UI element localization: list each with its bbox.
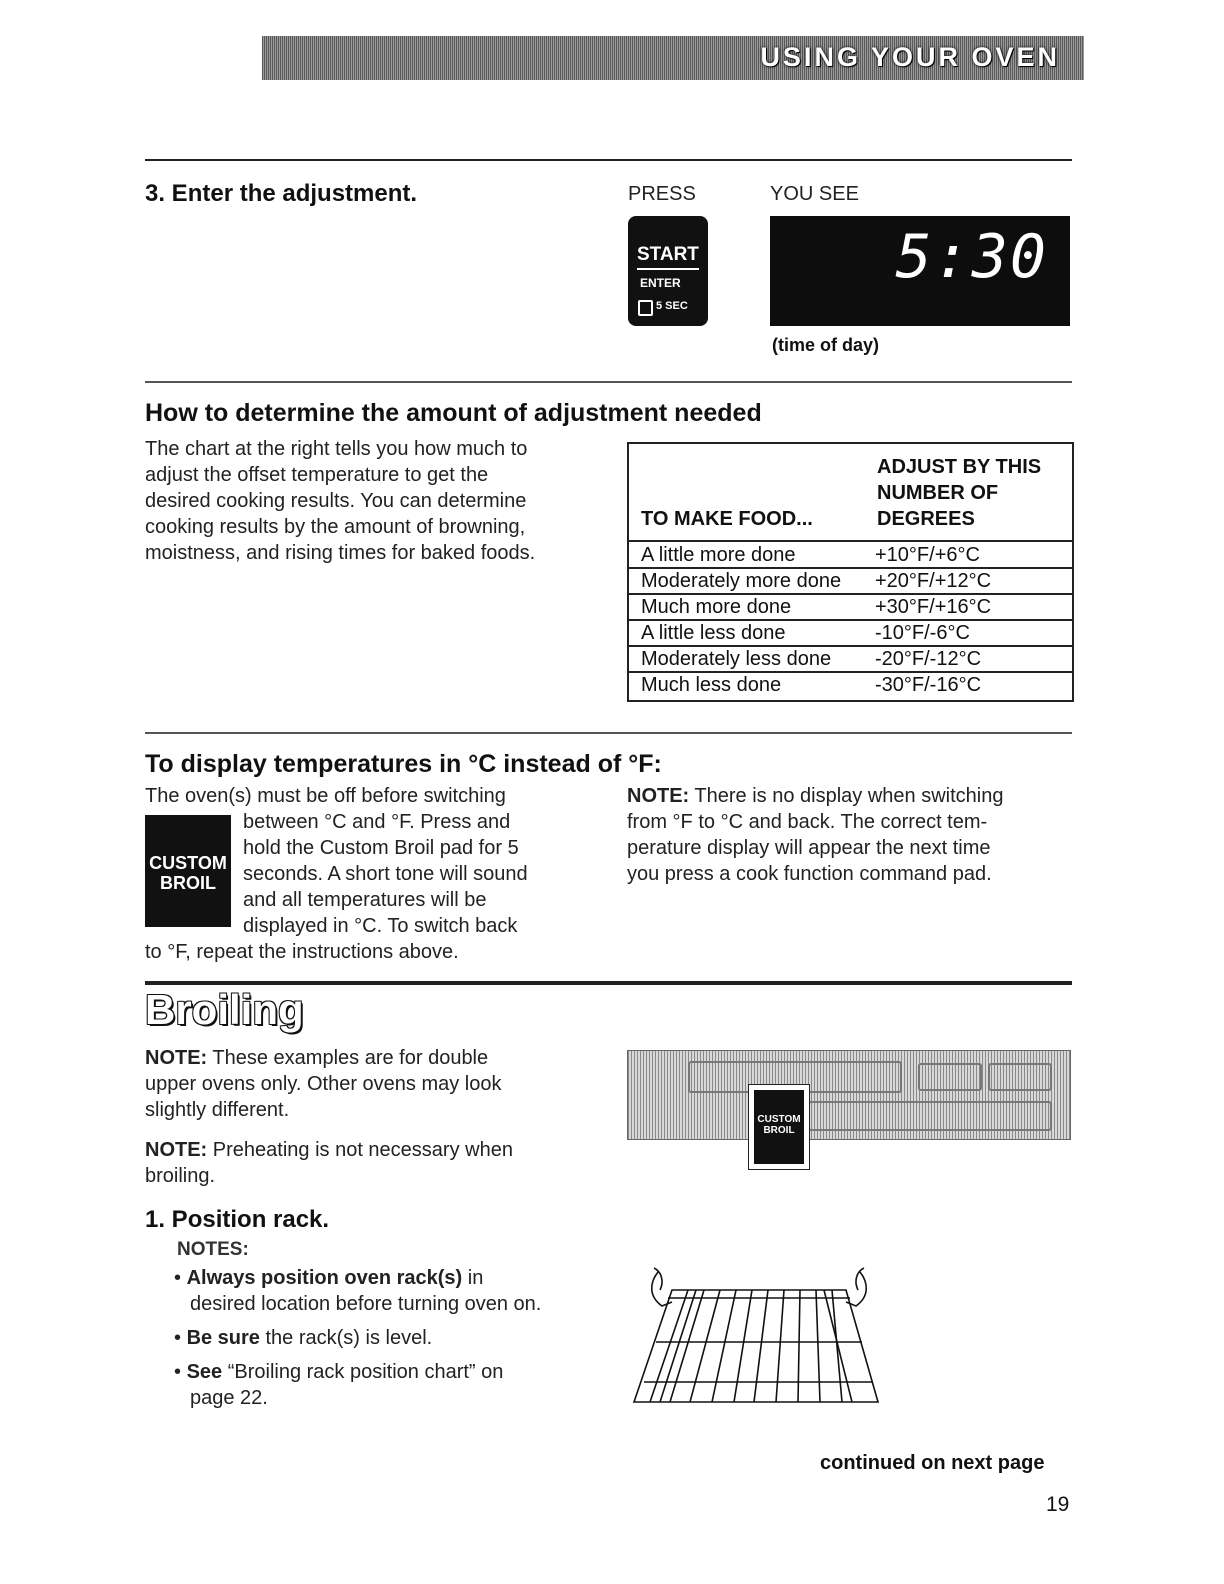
adjustment-table <box>627 442 1074 702</box>
text-line: hold the Custom Broil pad for 5 <box>243 837 519 859</box>
custom-broil-callout <box>748 1084 810 1170</box>
text-line: Preheating is not necessary when <box>207 1139 513 1161</box>
cell-food: Much less done <box>641 674 782 696</box>
step3-title: 3. Enter the adjustment. <box>145 180 418 207</box>
celsius-last-line: to °F, repeat the instructions above. <box>145 941 459 963</box>
cell-food: A little more done <box>641 544 796 566</box>
section-header-band <box>262 36 1084 80</box>
cell-degrees: -20°F/-12°C <box>875 648 982 670</box>
cell-degrees: +20°F/+12°C <box>875 570 992 592</box>
oven-display <box>770 216 1070 326</box>
pad-label-line1: CUSTOM <box>757 1114 801 1125</box>
oven-rack-illustration <box>628 1262 884 1412</box>
panel-pad-outline <box>918 1063 982 1091</box>
bullet-item <box>174 1325 604 1351</box>
bullet-continuation: desired location before turning oven on. <box>190 1293 542 1315</box>
bullet-bold: See <box>186 1361 223 1383</box>
col-header-degrees <box>877 454 1041 532</box>
bullet-icon: • <box>174 1361 187 1383</box>
cell-food: Moderately less done <box>641 648 832 670</box>
note-label: NOTE: <box>145 1047 208 1069</box>
divider <box>145 159 1072 161</box>
text-line: cooking results by the amount of browning, <box>145 516 526 538</box>
bullet-icon: • <box>174 1327 187 1349</box>
custom-broil-pad <box>754 1090 804 1164</box>
celsius-heading: To display temperatures in °C instead of °F: <box>145 750 662 778</box>
text-line: perature display will appear the next time <box>627 837 991 859</box>
lock-icon <box>638 300 653 316</box>
broiling-note1 <box>145 1045 501 1123</box>
text-line: and all temperatures will be <box>243 889 487 911</box>
section-divider <box>145 981 1072 985</box>
cell-degrees: +30°F/+16°C <box>875 596 992 618</box>
header-line: NUMBER OF <box>877 482 999 504</box>
text-line: The chart at the right tells you how much to <box>145 438 528 460</box>
broiling-note2 <box>145 1137 513 1189</box>
bullet-text: in <box>462 1267 484 1289</box>
step1-title: 1. Position rack. <box>145 1206 330 1233</box>
text-line: moistness, and rising times for baked foods. <box>145 542 536 564</box>
cell-food: A little less done <box>641 622 786 644</box>
header-line: ADJUST BY THIS <box>877 456 1042 478</box>
control-panel-illustration <box>627 1050 1071 1140</box>
key-5sec-label: 5 SEC <box>656 300 688 312</box>
bullet-item <box>174 1265 604 1291</box>
table-row <box>629 542 1072 569</box>
text-line: upper ovens only. Other ovens may look <box>145 1073 502 1095</box>
table-row <box>629 620 1072 647</box>
cell-food: Moderately more done <box>641 570 842 592</box>
key-enter-label: ENTER <box>640 276 681 290</box>
text-line: slightly different. <box>145 1099 290 1121</box>
cell-degrees: +10°F/+6°C <box>875 544 980 566</box>
text-line: adjust the offset temperature to get the <box>145 464 489 486</box>
display-time: 5:30 <box>895 222 1048 292</box>
cell-degrees: -10°F/-6°C <box>875 622 970 644</box>
page-number: 19 <box>1046 1493 1070 1516</box>
pad-label-line2: BROIL <box>160 873 216 893</box>
panel-pad-outline <box>988 1063 1052 1091</box>
table-header <box>629 444 1072 542</box>
divider <box>145 381 1072 383</box>
celsius-line1: The oven(s) must be off before switching <box>145 785 506 807</box>
text-line: between °C and °F. Press and <box>243 811 511 833</box>
text-line: broiling. <box>145 1165 216 1187</box>
pad-label-line2: BROIL <box>763 1125 795 1136</box>
table-row <box>629 672 1072 697</box>
pad-label-line1: CUSTOM <box>149 853 227 873</box>
you-see-label: YOU SEE <box>770 183 859 205</box>
celsius-indented-text <box>243 809 528 939</box>
text-line: seconds. A short tone will sound <box>243 863 528 885</box>
bullet-continuation: page 22. <box>190 1387 268 1409</box>
table-row <box>629 568 1072 595</box>
bullet-icon: • <box>174 1267 187 1289</box>
notes-bullets <box>174 1265 604 1411</box>
adjust-heading: How to determine the amount of adjustment needed <box>145 399 762 427</box>
text-line: There is no display when switching <box>689 785 1004 807</box>
cell-degrees: -30°F/-16°C <box>875 674 982 696</box>
col-header-food: TO MAKE FOOD... <box>641 508 813 530</box>
table-row <box>629 594 1072 621</box>
text-line: These examples are for double <box>207 1047 489 1069</box>
text-line: you press a cook function command pad. <box>627 863 992 885</box>
bullet-text: the rack(s) is level. <box>259 1327 433 1349</box>
text-line: desired cooking results. You can determine <box>145 490 527 512</box>
cell-food: Much more done <box>641 596 792 618</box>
panel-pads-row-outline <box>808 1101 1052 1131</box>
divider <box>145 732 1072 734</box>
header-line: DEGREES <box>877 508 975 530</box>
section-title: USING YOUR OVEN <box>760 42 1060 72</box>
press-label: PRESS <box>628 183 696 205</box>
bullet-bold: Always position oven rack(s) <box>186 1267 463 1289</box>
key-start-label: START <box>637 244 699 265</box>
adjust-paragraph <box>145 436 615 566</box>
broiling-title: Broiling <box>145 986 304 1033</box>
display-caption: (time of day) <box>772 335 880 355</box>
note-label: NOTE: <box>627 785 690 807</box>
bullet-bold: Be sure <box>186 1327 260 1349</box>
start-enter-key <box>628 216 708 326</box>
key-divider <box>637 268 699 270</box>
note-label: NOTE: <box>145 1139 208 1161</box>
custom-broil-pad <box>145 815 231 927</box>
text-line: displayed in °C. To switch back <box>243 915 518 937</box>
bullet-item <box>174 1359 604 1385</box>
celsius-note <box>627 783 1072 887</box>
text-line: from °F to °C and back. The correct tem- <box>627 811 988 833</box>
continued-label: continued on next page <box>820 1452 1045 1474</box>
bullet-text: “Broiling rack position chart” on <box>222 1361 504 1383</box>
table-row <box>629 646 1072 673</box>
notes-label: NOTES: <box>177 1239 249 1260</box>
